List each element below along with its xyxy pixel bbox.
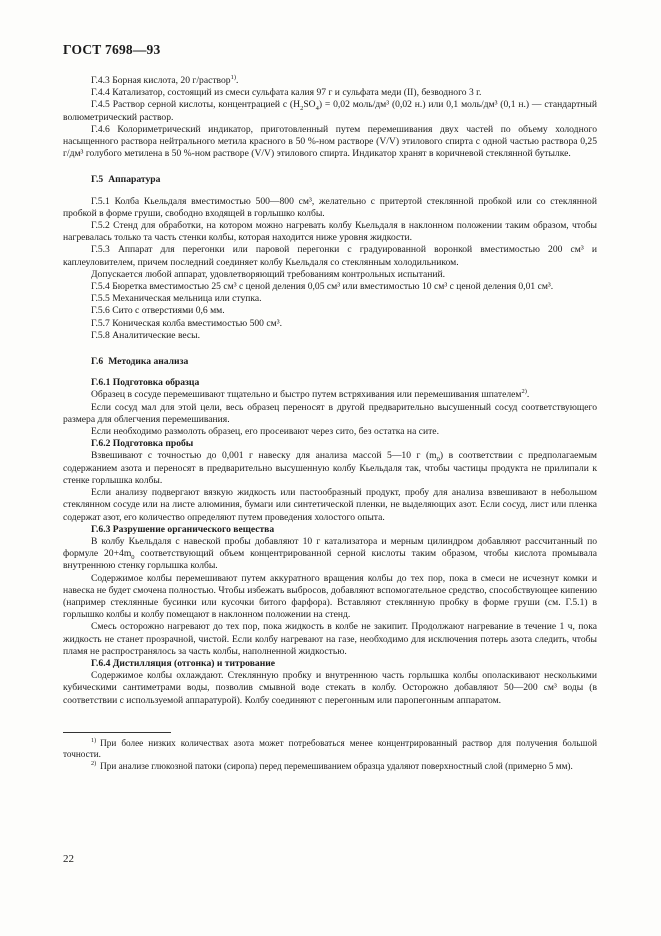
page-number: 22: [63, 853, 74, 865]
paragraph-g6-1-b: Если сосуд мал для этой цели, весь образец переносят в другой предварительно высушенный сосуд соответствующего размера для облегчения перемешивания.: [63, 401, 597, 425]
subsection-heading-g6-4: Г.6.4 Дистилляция (отгонка) и титрование: [91, 657, 276, 669]
paragraph-g4-5: Г.4.5 Раствор серной кислоты, концентрацией с $(H_2SO_4) = 0,02$ моль/дм³ (0,02 н.) или 0,1 моль/дм³ (0,1 н.) — стандартный волюметрический раствор.: [63, 99, 597, 123]
document-page: [63, 42, 597, 773]
paragraph-g6-3-a: В колбу Кьельдаля с навеской пробы добавляют 10 г катализатора и мерным цилиндром добавляют рассчитанный по формуле $20+4m_0$ соответствующий объем концентрированной серной кислоты таким образом, чтобы кислота промывала внутреннюю стенку горлышка колбы.: [63, 535, 597, 572]
paragraph-g6-1-a: Образец в сосуде перемешивают тщательно и быстро путем встряхивания или перемешивания шпателем$^{2)}$.: [91, 388, 530, 401]
footnote-ref-1: 1): [230, 73, 237, 81]
subsection-heading-g6-2: Г.6.2 Подготовка пробы: [91, 438, 194, 450]
paragraph-g6-2-b: Если анализу подвергают вязкую жидкость или пастообразный продукт, пробу для анализа взвешивают в небольшом стеклянном сосуде или на листе алюминия, бумаги или синтетической пленки, не выделяющих азот. Если сосуд, лист или пленка содержат азот, его количество определяют путем проведения холостого опыта.: [63, 487, 597, 523]
section-heading-g6: Г.6 Методика анализа: [91, 356, 189, 368]
footnote-1: $^{1)}$ При более низких количествах азота может потребоваться менее концентрированный раствор для получения большой точности.: [63, 736, 597, 760]
paragraph-g6-4-a: Содержимое колбы охлаждают. Стеклянную пробку и внутреннюю часть горлышка колбы ополаскивают несколькими кубическими сантиметрами воды, позволив смывной воде стекать в колбу. Осторожно добавляют 50—200 см³ воды (в соответствии с используемой аппаратурой). Колбу соединяют с перегонным или паропегонным аппаратом.: [63, 670, 597, 706]
paragraph-g5-6: Г.5.6 Сито с отверстиями 0,6 мм.: [91, 305, 225, 317]
paragraph-g6-3-b: Содержимое колбы перемешивают путем аккуратного вращения колбы до тех пор, пока в смеси не исчезнут комки и навеска не будет смочена полностью. Чтобы избежать выбросов, добавляют вспомогательное средство, способствующее кипению (например стеклянные бусинки или кусочки битого фарфора). Вставляют стеклянную пробку в форме груши (см. Г.5.1) в горлышко колбы и колбу помещают в наклонном положении на стенд.: [63, 572, 597, 621]
paragraph-g5-3-note: Допускается любой аппарат, удовлетворяющий требованиям контрольных испытаний.: [91, 268, 446, 280]
section-heading-g5: Г.5 Аппаратура: [91, 174, 161, 186]
paragraph-g5-5: Г.5.5 Механическая мельница или ступка.: [91, 293, 262, 305]
paragraph-g5-1: Г.5.1 Колба Кьельдаля вместимостью 500—800 см³, желательно с притертой стеклянной пробкой или со стеклянной пробкой в форме груши, свободно входящей в горлышко колбы.: [63, 195, 597, 219]
paragraph-g4-6: Г.4.6 Колориметрический индикатор, приготовленный путем перемешивания двух частей по объему холодного насыщенного раствора нейтрального метила красного в 50 %-ном растворе (V/V) этилового спирта с одной частью раствора 0,25 г/дм³ голубого метилена в 50 %-ном растворе (V/V) этилового спирта. Индикатор хранят в коричневой стеклянной бутылке.: [63, 123, 597, 160]
paragraph-g5-8: Г.5.8 Аналитические весы.: [91, 329, 201, 341]
paragraph-g5-4: Г.5.4 Бюретка вместимостью 25 см³ с ценой деления 0,05 см³ или вместимостью 10 см³ с ценой деления 0,01 см³.: [91, 281, 554, 293]
footnote-divider: [63, 732, 171, 733]
paragraph-g5-7: Г.5.7 Коническая колба вместимостью 500 см³.: [91, 317, 282, 329]
paragraph-g4-3: Г.4.3 Борная кислота, 20 г/раствор$^{1)}$.: [91, 73, 239, 86]
paragraph-g6-3-c: Смесь осторожно нагревают до тех пор, пока жидкость в колбе не закипит. Продолжают нагревание в течение 1 ч, пока жидкость не станет прозрачной, чистой. Если колбу нагревают на газе, необходимо для исключения потерь азота следить, чтобы пламя не распространялось за часть колбы, наполненной жидкостью.: [63, 621, 597, 657]
paragraph-g5-3: Г.5.3 Аппарат для перегонки или паровой перегонки с градуированной воронкой вместимостью 200 см³ и каплеуловителем, причем последний соединяет колбу Кьельдаля со стеклянным холодильником.: [63, 244, 597, 268]
paragraph-g6-1-c: Если необходимо размолоть образец, его просеивают через сито, без остатка на сите.: [91, 426, 439, 438]
document-id: ГОСТ 7698—93: [63, 42, 161, 57]
paragraph-g6-2-a: Взвешивают с точностью до 0,001 г навеску для анализа массой 5—10 г $(m_0)$ в соответствии с предполагаемым содержанием азота и переносят в предварительно высушенную колбу Кьельдаля так, чтобы частицы продукта не прилипали к стенке горлышка колбы.: [63, 450, 597, 486]
footnote-ref-2: 2): [521, 388, 527, 396]
paragraph-g5-2: Г.5.2 Стенд для обработки, на котором можно нагревать колбу Кьельдаля в наклонном положении таким образом, чтобы нагревалась только та часть стенки колбы, которая находится ниже уровня жидкости.: [63, 220, 597, 244]
footnote-2: $^{2)}$ При анализе глюкозной патоки (сиропа) перед перемешиванием образца удаляют поверхностный слой (примерно 5 мм).: [91, 759, 573, 771]
subsection-heading-g6-1: Г.6.1 Подготовка образца: [91, 377, 200, 389]
paragraph-g4-4: Г.4.4 Катализатор, состоящий из смеси сульфата калия 97 г и сульфата меди (II), безводного 3 г.: [91, 87, 482, 99]
subsection-heading-g6-3: Г.6.3 Разрушение органического вещества: [91, 523, 275, 535]
